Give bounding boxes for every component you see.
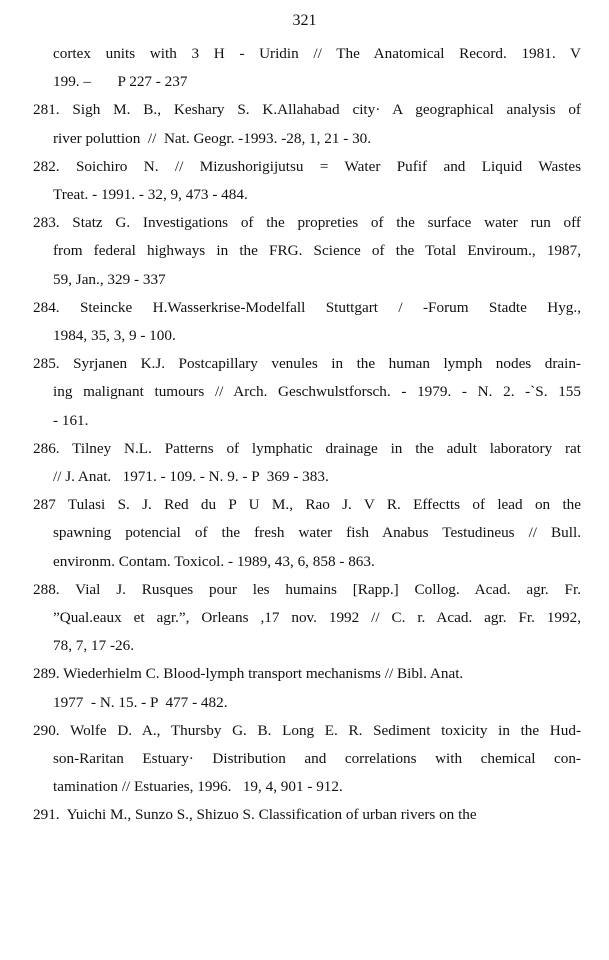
reference-line: 283. Statz G. Investigations of the propreties of the surface water run off — [33, 214, 581, 232]
reference-entry — [33, 801, 581, 829]
reference-line: 291. Yuichi M., Sunzo S., Shizuo S. Classification of urban rivers on the — [33, 806, 477, 824]
reference-line: - 161. — [53, 411, 89, 429]
reference-entry — [33, 350, 581, 435]
reference-line: 284. Steincke H.Wasserkrise-Modelfall Stuttgart / -Forum Stadte Hyg., — [33, 298, 581, 316]
reference-line: 78, 7, 17 -26. — [53, 637, 134, 655]
reference-line: spawning potencial of the fresh water fish Anabus Testudineus // Bull. — [53, 524, 581, 542]
reference-line: river poluttion // Nat. Geogr. -1993. -28, 1, 21 - 30. — [53, 129, 372, 147]
reference-line: 286. Tilney N.L. Patterns of lymphatic drainage in the adult laboratory rat — [33, 439, 581, 457]
reference-entry — [33, 96, 581, 152]
reference-line: environm. Contam. Toxicol. - 1989, 43, 6, 858 - 863. — [53, 552, 375, 570]
reference-line: tamination // Estuaries, 1996. 19, 4, 901 - 912. — [53, 778, 343, 796]
reference-line: ”Qual.eaux et agr.”, Orleans ,17 nov. 1992 // C. r. Acad. agr. Fr. 1992, — [53, 609, 581, 627]
reference-entry — [33, 491, 581, 576]
reference-line: // J. Anat. 1971. - 109. - N. 9. - P 369 - 383. — [53, 468, 329, 486]
reference-entry — [33, 209, 581, 294]
reference-line: 1984, 35, 3, 9 - 100. — [53, 327, 176, 345]
page-number: 321 — [292, 12, 317, 29]
reference-entry — [33, 435, 581, 491]
reference-line: 288. Vial J. Rusques pour les humains [Rapp.] Collog. Acad. agr. Fr. — [33, 580, 581, 598]
reference-line: 281. Sigh M. B., Keshary S. K.Allahabad city· A geographical analysis of — [33, 101, 581, 119]
reference-entry — [33, 40, 581, 96]
reference-line: 59, Jan., 329 - 337 — [53, 270, 166, 288]
reference-line: from federal highways in the FRG. Science of the Total Enviroum., 1987, — [53, 242, 581, 260]
reference-line: cortex units with 3 H - Uridin // The Anatomical Record. 1981. V — [53, 45, 581, 62]
reference-line: Treat. - 1991. - 32, 9, 473 - 484. — [53, 186, 248, 204]
reference-entry — [33, 294, 581, 350]
reference-line: son-Raritan Estuary· Distribution and correlations with chemical con- — [53, 750, 581, 768]
reference-line: ing malignant tumours // Arch. Geschwulstforsch. - 1979. - N. 2. -`S. 155 — [53, 383, 581, 401]
reference-line: 285. Syrjanen K.J. Postcapillary venules in the human lymph nodes drain- — [33, 355, 581, 373]
reference-entry — [33, 576, 581, 661]
reference-entry — [33, 717, 581, 802]
reference-line: 287 Tulasi S. J. Red du P U M., Rao J. V R. Effectts of lead on the — [33, 496, 581, 514]
reference-list — [33, 40, 581, 830]
reference-line: 282. Soichiro N. // Mizushorigijutsu = Water Pufif and Liquid Wastes — [33, 157, 581, 175]
reference-entry — [33, 153, 581, 209]
reference-line: 290. Wolfe D. A., Thursby G. B. Long E. R. Sediment toxicity in the Hud- — [33, 721, 581, 739]
reference-entry — [33, 660, 581, 716]
reference-line: 199. – P 227 - 237 — [53, 73, 188, 91]
reference-line: 289. Wiederhielm C. Blood-lymph transport mechanisms // Bibl. Anat. — [33, 665, 464, 683]
reference-line: 1977 - N. 15. - P 477 - 482. — [53, 693, 228, 711]
